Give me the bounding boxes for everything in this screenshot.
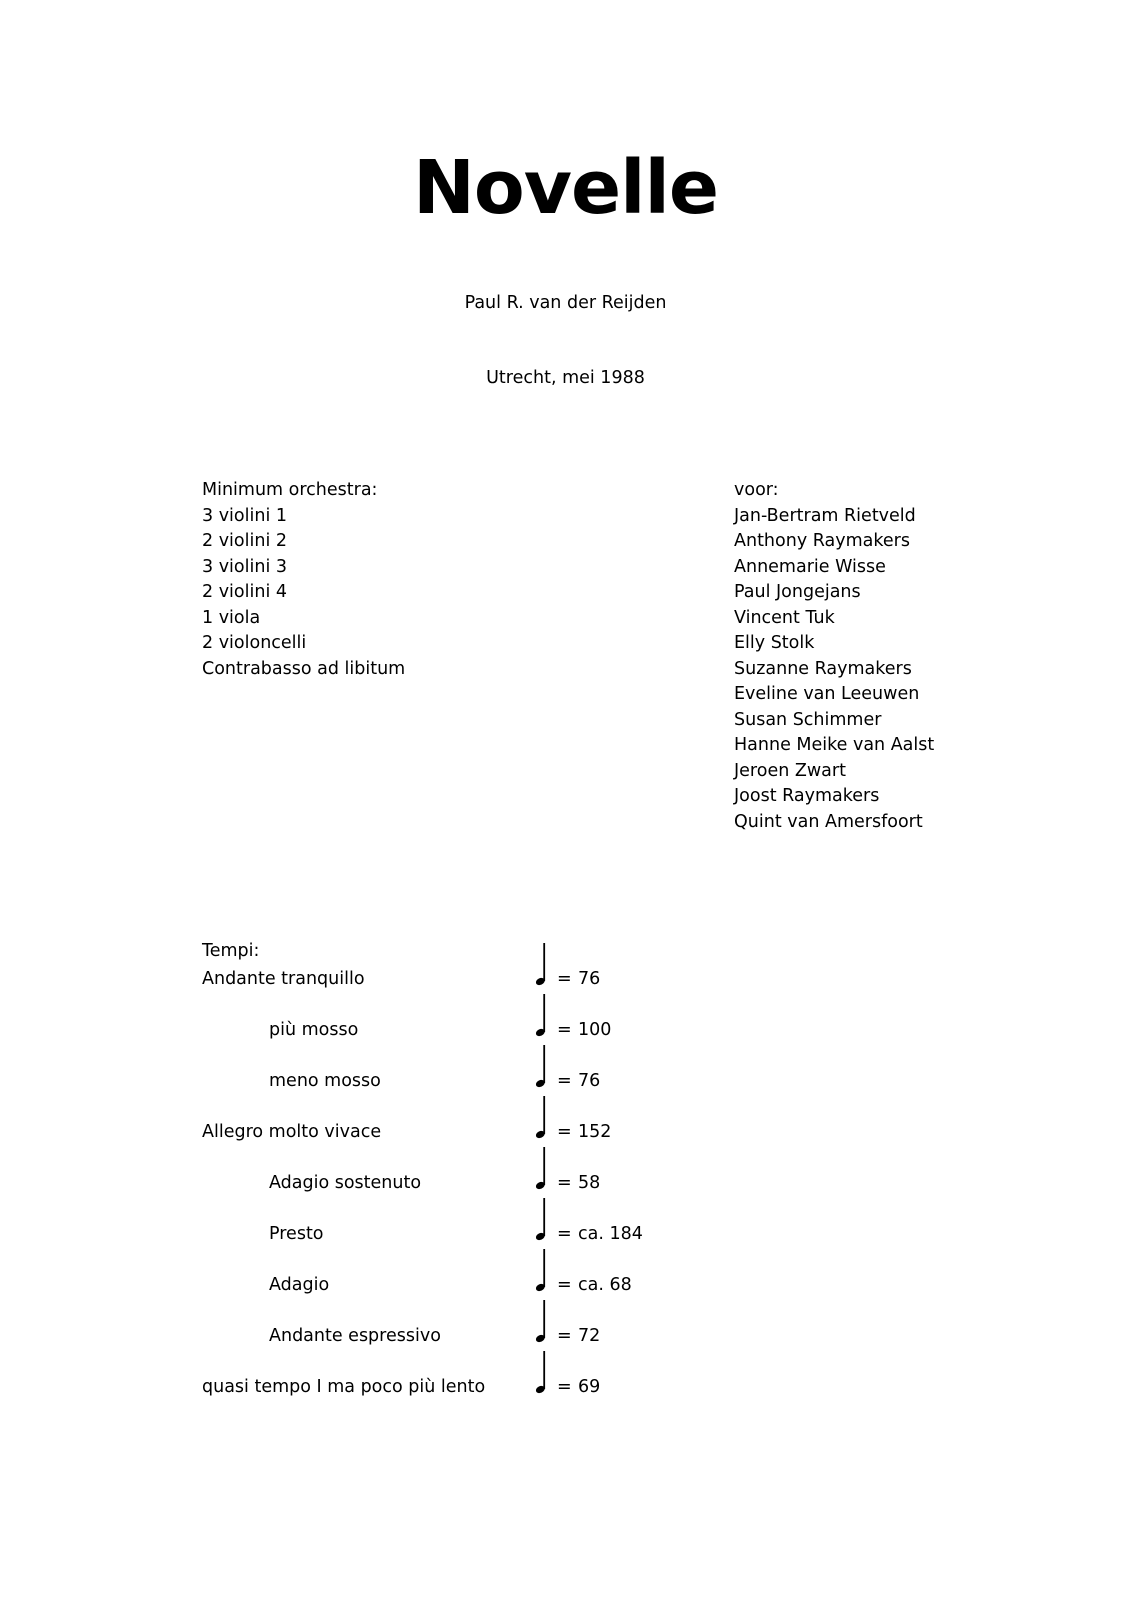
tempo-row	[0, 968, 1131, 1019]
tempo-row	[0, 1121, 1131, 1172]
tempo-bpm: 72	[578, 1326, 601, 1346]
tempo-marking: Adagio sostenuto	[269, 1173, 422, 1193]
dedicatee-name: Quint van Amersfoort	[734, 811, 923, 832]
dedicatee-name: Eveline van Leeuwen	[734, 684, 920, 704]
place-date: Utrecht, mei 1988	[486, 368, 645, 388]
equals-sign: =	[557, 1122, 572, 1142]
dedicatee-name: Vincent Tuk	[734, 607, 835, 628]
orchestra-item: 2 violini 2	[202, 531, 287, 551]
orchestra-list	[202, 478, 405, 682]
equals-sign: =	[557, 1173, 572, 1193]
equals-sign: =	[557, 1377, 572, 1397]
tempo-row	[0, 1172, 1131, 1223]
dedicatee-name: Joost Raymakers	[734, 786, 880, 806]
quarter-note-icon	[534, 1043, 554, 1089]
quarter-note-icon	[534, 1298, 554, 1344]
tempo-bpm: ca. 184	[578, 1224, 643, 1244]
quarter-note-icon	[534, 1247, 554, 1293]
tempo-row	[0, 1223, 1131, 1274]
quarter-note-icon	[534, 1349, 554, 1395]
orchestra-item: 2 violini 4	[202, 582, 287, 602]
quarter-note-icon	[534, 1145, 554, 1191]
dedication-heading: voor:	[734, 480, 779, 500]
page-title: Novelle	[412, 145, 719, 231]
equals-sign: =	[557, 1020, 572, 1040]
tempo-row	[0, 1376, 1131, 1427]
quarter-note-icon	[534, 992, 554, 1038]
tempo-row	[0, 1325, 1131, 1376]
dedicatee-name: Hanne Meike van Aalst	[734, 735, 935, 755]
tempo-marking: Adagio	[269, 1275, 330, 1295]
tempo-row	[0, 1070, 1131, 1121]
tempo-marking: quasi tempo I ma poco più lento	[202, 1377, 486, 1397]
quarter-note-icon	[534, 941, 554, 987]
equals-sign: =	[557, 1326, 572, 1346]
tempo-bpm: 58	[578, 1173, 601, 1193]
equals-sign: =	[557, 1275, 572, 1295]
equals-sign: =	[557, 1224, 572, 1244]
tempo-marking: Allegro molto vivace	[202, 1122, 382, 1142]
tempo-bpm: 152	[578, 1122, 612, 1142]
dedicatee-name: Annemarie Wisse	[734, 556, 886, 577]
tempo-marking: Andante espressivo	[269, 1326, 441, 1346]
tempo-marking: più mosso	[269, 1020, 359, 1040]
dedicatee-name: Paul Jongejans	[734, 582, 861, 602]
orchestra-item: 1 viola	[202, 607, 261, 628]
tempo-bpm: 100	[578, 1020, 612, 1040]
orchestra-item: 3 violini 3	[202, 556, 287, 577]
tempo-bpm: 69	[578, 1377, 601, 1397]
dedication-list	[734, 478, 934, 835]
dedicatee-name: Suzanne Raymakers	[734, 658, 912, 679]
tempo-marking: Andante tranquillo	[202, 969, 365, 989]
dedicatee-name: Anthony Raymakers	[734, 531, 910, 551]
tempo-marking: Presto	[269, 1224, 324, 1244]
dedicatee-name: Jan-Bertram Rietveld	[734, 505, 916, 526]
equals-sign: =	[557, 1071, 572, 1091]
tempo-bpm: 76	[578, 1071, 601, 1091]
tempo-marking: meno mosso	[269, 1071, 381, 1091]
equals-sign: =	[557, 969, 572, 989]
quarter-note-icon	[534, 1094, 554, 1140]
dedicatee-name: Jeroen Zwart	[734, 760, 846, 781]
tempo-bpm: ca. 68	[578, 1275, 632, 1295]
tempo-row	[0, 1019, 1131, 1070]
dedicatee-name: Susan Schimmer	[734, 709, 882, 730]
orchestra-item: Contrabasso ad libitum	[202, 658, 406, 679]
dedicatee-name: Elly Stolk	[734, 633, 815, 653]
orchestra-heading: Minimum orchestra:	[202, 480, 378, 500]
composer-name: Paul R. van der Reijden	[464, 293, 667, 313]
tempo-bpm: 76	[578, 969, 601, 989]
orchestra-item: 2 violoncelli	[202, 633, 307, 653]
orchestra-item: 3 violini 1	[202, 505, 287, 526]
tempi-heading: Tempi:	[202, 941, 260, 961]
quarter-note-icon	[534, 1196, 554, 1242]
tempo-row	[0, 1274, 1131, 1325]
